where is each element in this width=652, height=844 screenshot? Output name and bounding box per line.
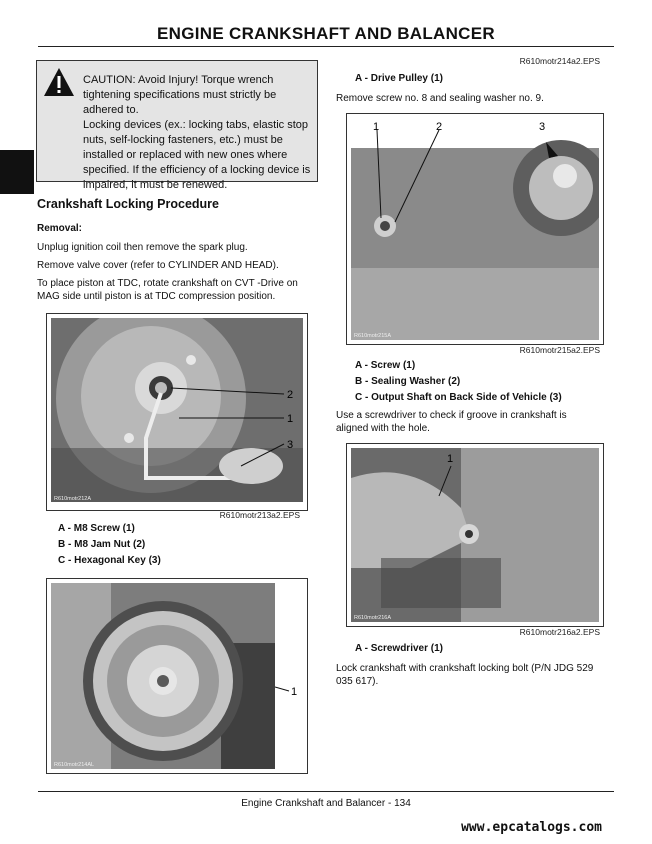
section-heading: Crankshaft Locking Procedure <box>37 197 219 211</box>
page-title: ENGINE CRANKSHAFT AND BALANCER <box>157 24 495 43</box>
photo-caption: R610motr215A <box>354 333 391 339</box>
figure-file-label: R610motr214a2.EPS <box>519 56 600 66</box>
callout-overlay <box>275 679 305 699</box>
caution-box <box>36 60 318 191</box>
caution-text: CAUTION: Avoid Injury! Torque wrench tightening specifications must strictly be adhered to. Locking devices (ex.: locking tabs, elastic stop nuts, self-locking fasteners, etc.) must be installed or replaced with new ones where specified. If the efficiency of a locking device is impaired, it must be renewed. <box>83 74 311 191</box>
figure-crankshaft-lock <box>46 313 308 511</box>
figure-legend: A - M8 Screw (1) B - M8 Jam Nut (2) C - Hexagonal Key (3) <box>58 523 161 566</box>
figure-legend: A - Screwdriver (1) <box>355 643 443 654</box>
step-text: Remove valve cover (refer to CYLINDER AND HEAD). <box>37 260 279 271</box>
footer-rule <box>38 791 614 792</box>
site-url[interactable]: www.epcatalogs.com <box>461 820 602 835</box>
callout-label: 3 <box>539 121 546 133</box>
callout-label: 1 <box>373 121 380 133</box>
step-text: aligned with the hole. <box>336 423 430 434</box>
figure-file-label: R610motr215a2.EPS <box>519 345 600 355</box>
figure-file-label: R610motr213a2.EPS <box>219 510 300 520</box>
photo-caption: R610motr216A <box>354 615 391 621</box>
warning-icon <box>43 67 75 97</box>
figure-legend: A - Drive Pulley (1) <box>355 73 443 84</box>
step-text: 035 617). <box>336 676 379 687</box>
housing-photo <box>351 118 599 340</box>
photo-caption: R610motr212A <box>54 496 91 502</box>
removal-label: Removal: <box>37 223 83 234</box>
callout-label: 2 <box>436 121 443 133</box>
step-text: Use a screwdriver to check if groove in crankshaft is <box>336 410 567 421</box>
step-text: To place piston at TDC, rotate crankshaft on CVT -Drive on <box>37 278 298 289</box>
callout-label: 3 <box>287 439 294 451</box>
photo-caption: R610motr214AL <box>54 762 95 768</box>
header-rule <box>38 46 614 47</box>
step-text: MAG side until piston is at TDC compression position. <box>37 291 276 302</box>
figure-drive-pulley <box>46 578 308 774</box>
callout-label: 1 <box>287 413 294 425</box>
callout-label: 1 <box>291 686 298 698</box>
figure-screw-washer <box>346 113 604 345</box>
pulley-photo <box>51 583 275 769</box>
step-text: Unplug ignition coil then remove the spark plug. <box>37 242 248 253</box>
figure-file-label: R610motr216a2.EPS <box>519 627 600 637</box>
step-text: Remove screw no. 8 and sealing washer no. 9. <box>336 93 544 104</box>
figure-screwdriver <box>346 443 604 627</box>
section-tab <box>0 150 34 194</box>
engine-photo <box>51 318 303 502</box>
callout-label: 2 <box>287 389 294 401</box>
screwdriver-photo <box>351 448 599 622</box>
step-text: Lock crankshaft with crankshaft locking bolt (P/N JDG 529 <box>336 663 594 674</box>
figure-legend: A - Screw (1) B - Sealing Washer (2) C - Output Shaft on Back Side of Vehicle (3) <box>355 360 562 403</box>
page-footer: Engine Crankshaft and Balancer - 134 <box>241 798 411 809</box>
callout-label: 1 <box>447 453 454 465</box>
